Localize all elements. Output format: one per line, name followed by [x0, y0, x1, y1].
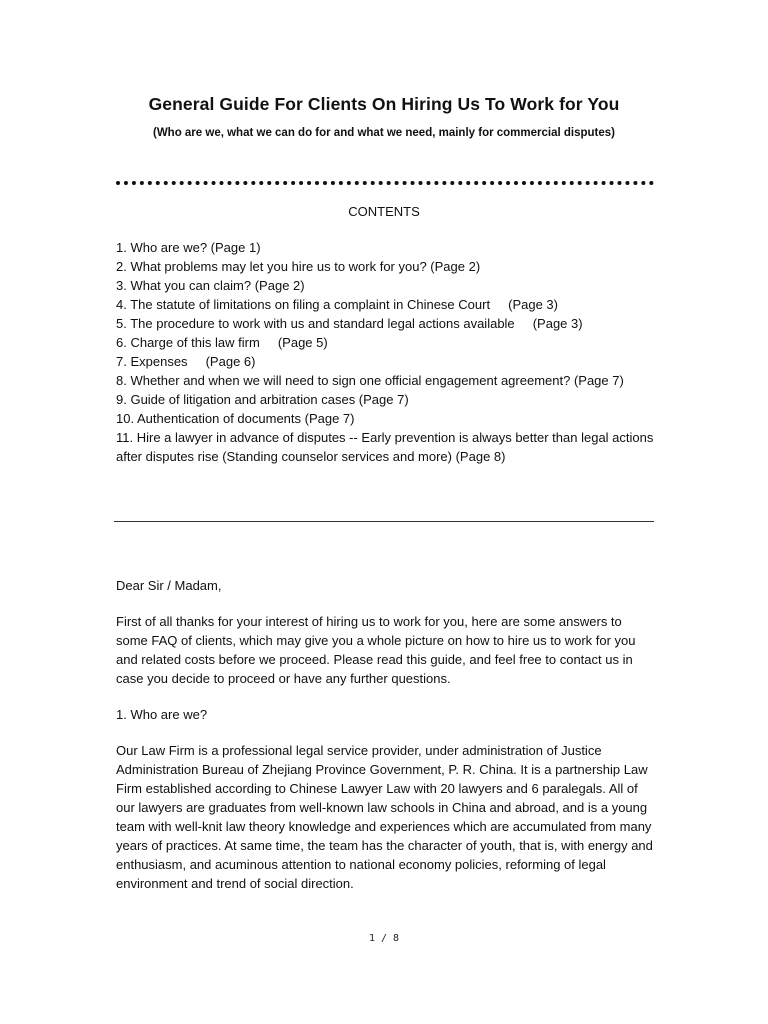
toc-item: 10. Authentication of documents (Page 7) — [116, 411, 355, 426]
toc-item: 11. Hire a lawyer in advance of disputes -- Early prevention is always better than legal actions after disputes rise (Standing counselor services and more) (Page 8) — [116, 430, 654, 464]
section-divider — [114, 521, 654, 522]
document-title: General Guide For Clients On Hiring Us To Work for You — [148, 94, 620, 114]
salutation: Dear Sir / Madam, — [116, 578, 222, 593]
table-of-contents — [116, 238, 656, 466]
section-paragraph: Our Law Firm is a professional legal service provider, under administration of Justice Administration Bureau of Zhejiang Province Government, P. R. China. It is a partnership Law Firm established according to Chinese Lawyer Law with 20 lawyers and 6 paralegals. All of our lawyers are graduates from well-known law schools in China and abroad, and is a young team with well-knit law theory knowledge and experiences which are accumulated from many years of practices. At same time, the team has the character of youth, that is, with energy and enthusiasm, and acuminous attention to national economy policies, reforming of legal environment and trend of social direction. — [116, 743, 653, 891]
dotted-divider — [116, 181, 654, 185]
toc-item: 8. Whether and when we will need to sign one official engagement agreement? (Page 7) — [116, 373, 624, 388]
toc-item: 4. The statute of limitations on filing a complaint in Chinese Court (Page 3) — [116, 297, 558, 312]
toc-item: 7. Expenses (Page 6) — [116, 354, 256, 369]
section-heading: 1. Who are we? — [116, 707, 208, 722]
toc-item: 5. The procedure to work with us and standard legal actions available (Page 3) — [116, 316, 583, 331]
toc-item: 6. Charge of this law firm (Page 5) — [116, 335, 328, 350]
toc-item: 3. What you can claim? (Page 2) — [116, 278, 305, 293]
intro-paragraph: First of all thanks for your interest of hiring us to work for you, here are some answers to some FAQ of clients, which may give you a whole picture on how to hire us to work for you and related costs before we proceed. Please read this guide, and feel free to contact us in case you decide to proceed or have any further questions. — [116, 614, 636, 686]
toc-item: 2. What problems may let you hire us to work for you? (Page 2) — [116, 259, 481, 274]
toc-item: 1. Who are we? (Page 1) — [116, 240, 261, 255]
toc-item: 9. Guide of litigation and arbitration cases (Page 7) — [116, 392, 409, 407]
contents-heading: CONTENTS — [348, 204, 420, 219]
page-number: 1 / 8 — [368, 933, 400, 944]
document-subtitle: (Who are we, what we can do for and what we need, mainly for commercial disputes) — [152, 127, 615, 139]
